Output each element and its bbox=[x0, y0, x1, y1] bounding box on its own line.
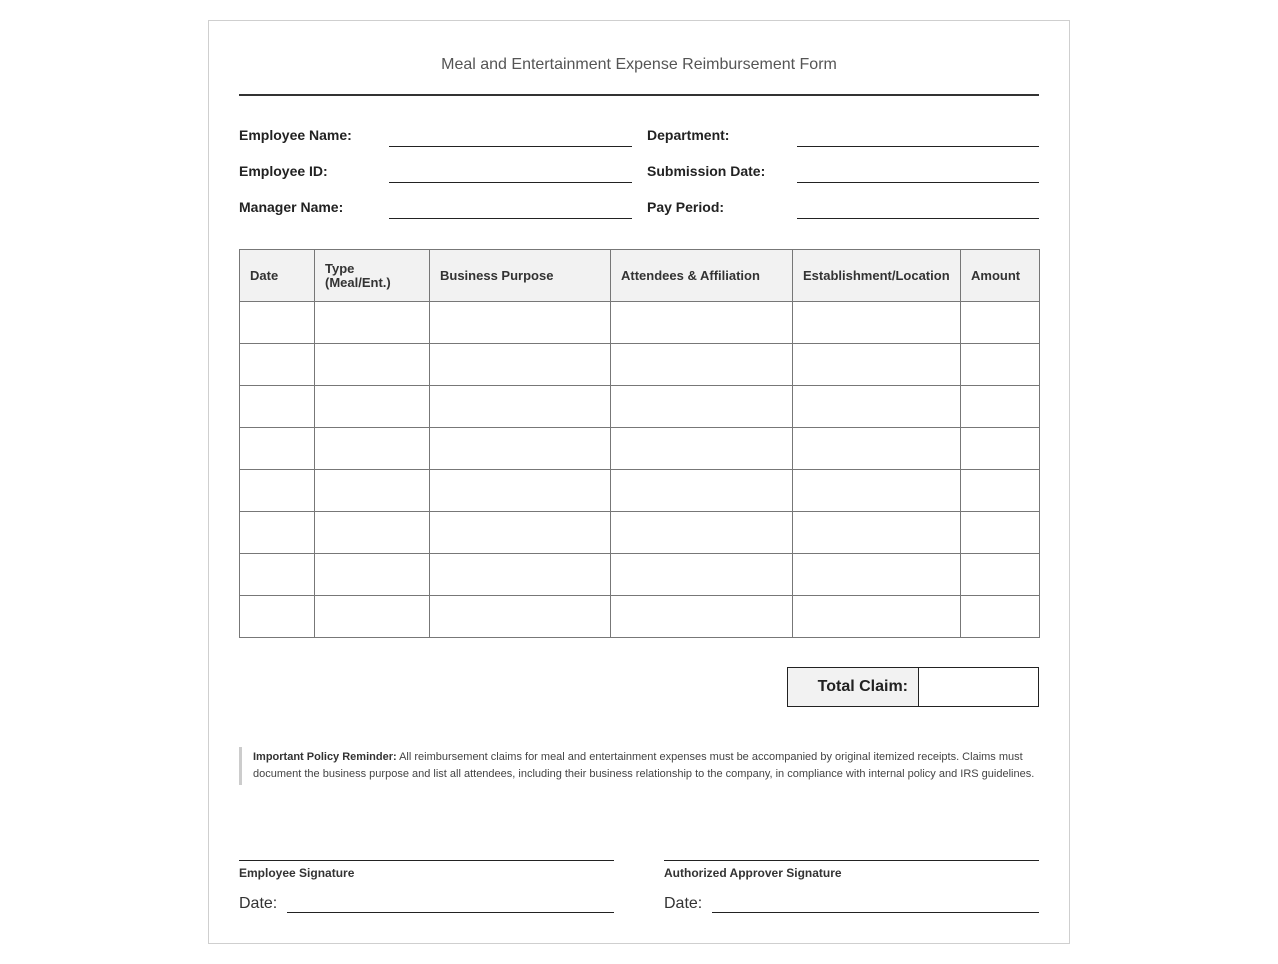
cell-date[interactable] bbox=[240, 302, 315, 344]
cell-date[interactable] bbox=[240, 428, 315, 470]
total-claim-label: Total Claim: bbox=[787, 667, 918, 707]
table-row bbox=[240, 554, 1040, 596]
cell-type[interactable] bbox=[315, 596, 430, 638]
cell-amount[interactable] bbox=[961, 344, 1040, 386]
cell-amount[interactable] bbox=[961, 554, 1040, 596]
cell-type[interactable] bbox=[315, 554, 430, 596]
approver-date-label: Date: bbox=[664, 895, 703, 912]
table-row bbox=[240, 428, 1040, 470]
cell-attendees[interactable] bbox=[611, 596, 793, 638]
employee-id-field[interactable] bbox=[389, 182, 632, 183]
header-type-line2: (Meal/Ent.) bbox=[325, 274, 391, 290]
department-label: Department: bbox=[647, 127, 730, 143]
cell-business-purpose[interactable] bbox=[430, 554, 611, 596]
manager-name-field[interactable] bbox=[389, 218, 632, 219]
cell-attendees[interactable] bbox=[611, 428, 793, 470]
table-row bbox=[240, 386, 1040, 428]
cell-type[interactable] bbox=[315, 302, 430, 344]
cell-date[interactable] bbox=[240, 344, 315, 386]
header-amount: Amount bbox=[961, 250, 1040, 302]
cell-attendees[interactable] bbox=[611, 512, 793, 554]
cell-type[interactable] bbox=[315, 512, 430, 554]
employee-name-field[interactable] bbox=[389, 146, 632, 147]
form-page bbox=[208, 20, 1070, 944]
cell-business-purpose[interactable] bbox=[430, 344, 611, 386]
approver-signature-label: Authorized Approver Signature bbox=[664, 866, 842, 880]
cell-date[interactable] bbox=[240, 470, 315, 512]
header-business-purpose: Business Purpose bbox=[430, 250, 611, 302]
pay-period-label: Pay Period: bbox=[647, 199, 725, 215]
form-title: Meal and Entertainment Expense Reimbursement Form bbox=[441, 56, 837, 73]
policy-heading: Important Policy Reminder: bbox=[253, 751, 397, 763]
table-row bbox=[240, 512, 1040, 554]
policy-text: All reimbursement claims for meal and entertainment expenses must be accompanied by original itemized receipts. Claims must document the business purpose and list all attendees, including their business relationship to the company, in compliance with internal policy and IRS guidelines. bbox=[253, 751, 1035, 780]
cell-business-purpose[interactable] bbox=[430, 302, 611, 344]
cell-business-purpose[interactable] bbox=[430, 470, 611, 512]
cell-attendees[interactable] bbox=[611, 554, 793, 596]
cell-date[interactable] bbox=[240, 596, 315, 638]
manager-name-label: Manager Name: bbox=[239, 199, 344, 215]
header-type-line1: Type bbox=[325, 260, 355, 276]
employee-date-field[interactable] bbox=[287, 912, 614, 913]
employee-id-label: Employee ID: bbox=[239, 163, 328, 179]
table-row bbox=[240, 596, 1040, 638]
department-field[interactable] bbox=[797, 146, 1039, 147]
cell-type[interactable] bbox=[315, 344, 430, 386]
table-row bbox=[240, 344, 1040, 386]
cell-amount[interactable] bbox=[961, 386, 1040, 428]
title-divider bbox=[239, 94, 1039, 96]
cell-business-purpose[interactable] bbox=[430, 596, 611, 638]
cell-amount[interactable] bbox=[961, 512, 1040, 554]
cell-establishment[interactable] bbox=[793, 302, 961, 344]
employee-date-label: Date: bbox=[239, 895, 278, 912]
total-claim-field[interactable] bbox=[918, 667, 1039, 707]
cell-business-purpose[interactable] bbox=[430, 386, 611, 428]
cell-establishment[interactable] bbox=[793, 596, 961, 638]
cell-attendees[interactable] bbox=[611, 470, 793, 512]
cell-establishment[interactable] bbox=[793, 554, 961, 596]
employee-signature-label: Employee Signature bbox=[239, 866, 355, 880]
table-header-row bbox=[240, 250, 1040, 302]
policy-reminder bbox=[239, 747, 1039, 785]
approver-date-field[interactable] bbox=[712, 912, 1039, 913]
submission-date-label: Submission Date: bbox=[647, 163, 766, 179]
cell-establishment[interactable] bbox=[793, 512, 961, 554]
pay-period-field[interactable] bbox=[797, 218, 1039, 219]
cell-date[interactable] bbox=[240, 512, 315, 554]
cell-establishment[interactable] bbox=[793, 428, 961, 470]
cell-business-purpose[interactable] bbox=[430, 512, 611, 554]
employee-name-label: Employee Name: bbox=[239, 127, 352, 143]
cell-amount[interactable] bbox=[961, 596, 1040, 638]
cell-establishment[interactable] bbox=[793, 386, 961, 428]
expense-table-body bbox=[240, 302, 1040, 638]
employee-signature-line[interactable] bbox=[239, 860, 614, 861]
cell-attendees[interactable] bbox=[611, 386, 793, 428]
approver-signature-line[interactable] bbox=[664, 860, 1039, 861]
header-date: Date bbox=[240, 250, 315, 302]
cell-amount[interactable] bbox=[961, 302, 1040, 344]
header-attendees: Attendees & Affiliation bbox=[611, 250, 793, 302]
expense-table bbox=[239, 249, 1040, 638]
cell-attendees[interactable] bbox=[611, 344, 793, 386]
cell-establishment[interactable] bbox=[793, 470, 961, 512]
header-type bbox=[315, 250, 430, 302]
cell-attendees[interactable] bbox=[611, 302, 793, 344]
cell-type[interactable] bbox=[315, 386, 430, 428]
table-row bbox=[240, 470, 1040, 512]
submission-date-field[interactable] bbox=[797, 182, 1039, 183]
cell-amount[interactable] bbox=[961, 470, 1040, 512]
cell-amount[interactable] bbox=[961, 428, 1040, 470]
table-row bbox=[240, 302, 1040, 344]
cell-establishment[interactable] bbox=[793, 344, 961, 386]
cell-type[interactable] bbox=[315, 428, 430, 470]
cell-date[interactable] bbox=[240, 386, 315, 428]
cell-date[interactable] bbox=[240, 554, 315, 596]
cell-business-purpose[interactable] bbox=[430, 428, 611, 470]
header-establishment: Establishment/Location bbox=[793, 250, 961, 302]
cell-type[interactable] bbox=[315, 470, 430, 512]
